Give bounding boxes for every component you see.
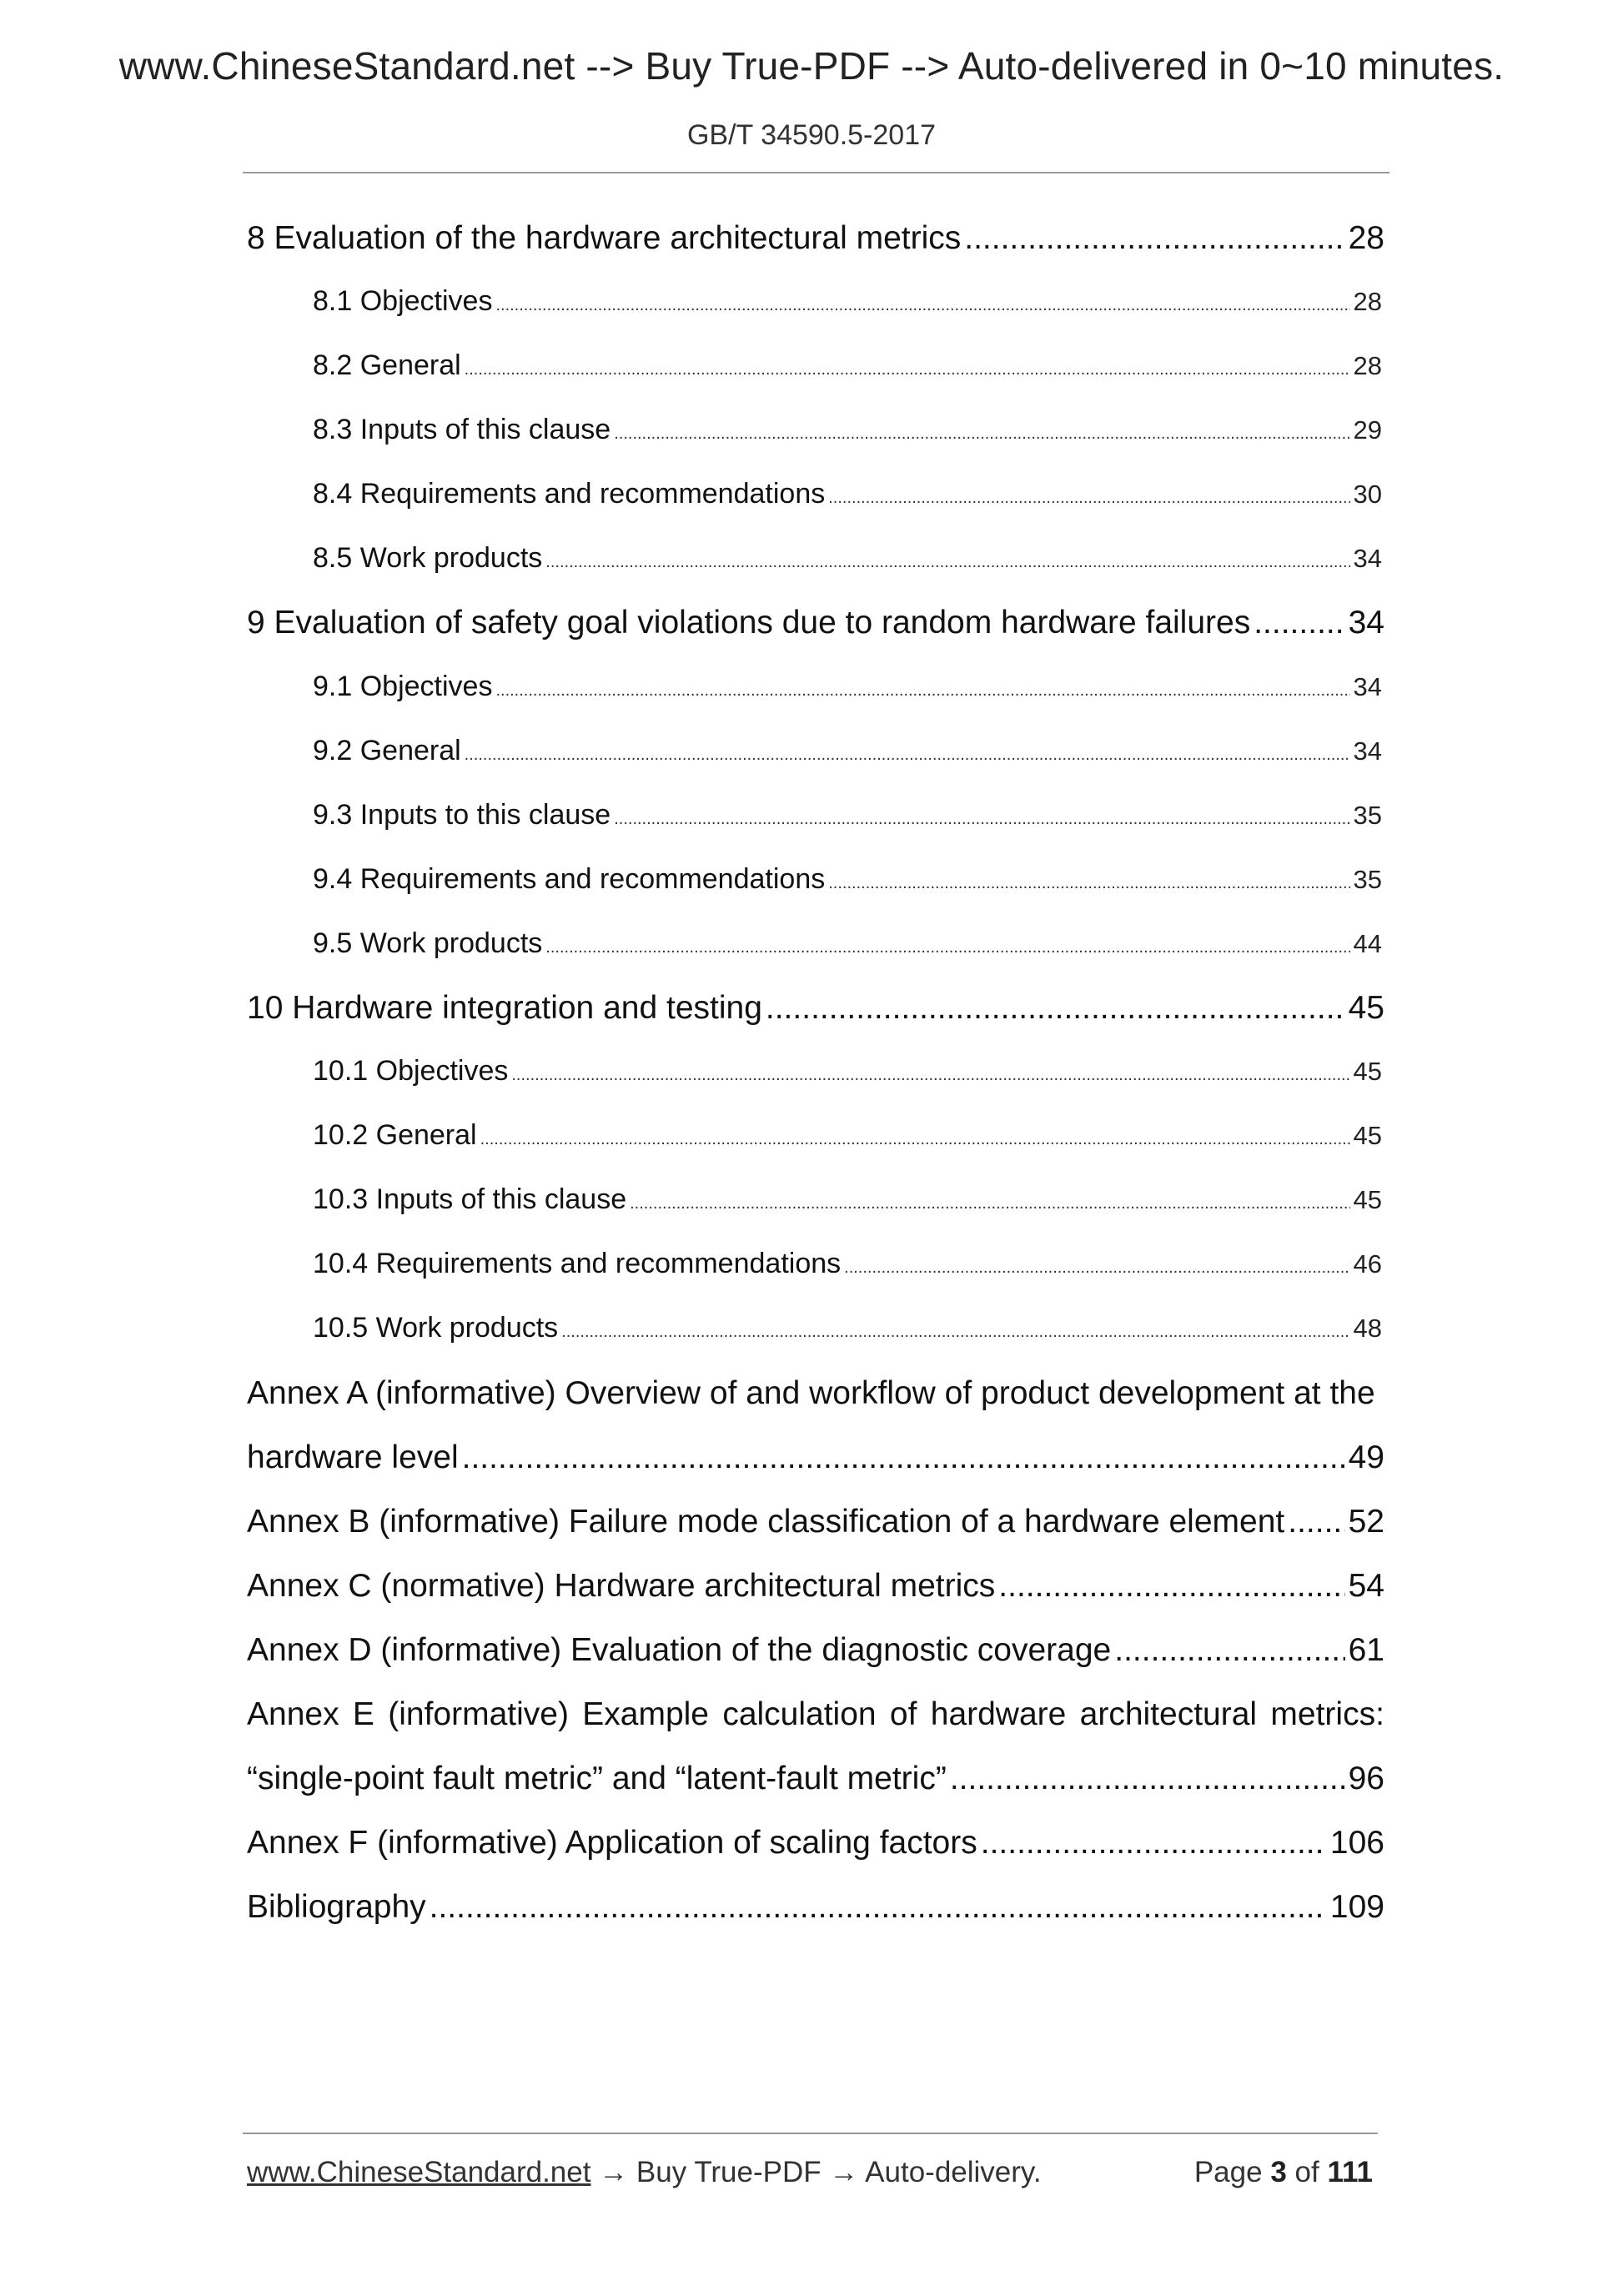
toc-entry-title: 8.5 Work products bbox=[313, 542, 543, 574]
toc-entry-annex-b[interactable] bbox=[247, 1504, 1384, 1540]
toc-entry-page: 30 bbox=[1353, 480, 1382, 509]
word: Example bbox=[582, 1696, 709, 1732]
toc-entry-page: 54 bbox=[1348, 1568, 1384, 1604]
toc-entry-10-3[interactable] bbox=[313, 1183, 1382, 1216]
toc-entry-page: 28 bbox=[1353, 351, 1382, 380]
toc-entry-annex-c[interactable] bbox=[247, 1568, 1384, 1605]
dot-leader bbox=[480, 1130, 1350, 1149]
standard-id: GB/T 34590.5-2017 bbox=[686, 119, 937, 151]
dot-leader bbox=[1254, 605, 1344, 641]
footer-link[interactable]: www.ChineseStandard.net bbox=[247, 2156, 591, 2188]
toc-entry-10-1[interactable] bbox=[313, 1055, 1382, 1088]
toc-entry-10[interactable] bbox=[247, 990, 1384, 1027]
dot-leader bbox=[828, 489, 1349, 508]
page-footer bbox=[247, 2156, 1373, 2189]
dot-leader bbox=[1288, 1504, 1344, 1540]
toc-entry-title: Annex C (normative) Hardware architectural metrics bbox=[247, 1568, 996, 1604]
word: calculation bbox=[722, 1696, 877, 1732]
toc-entry-title: 8.3 Inputs of this clause bbox=[313, 414, 611, 445]
toc-entry-title: Annex D (informative) Evaluation of the diagnostic coverage bbox=[247, 1632, 1112, 1668]
toc-entry-title: Annex B (informative) Failure mode classification of a hardware element bbox=[247, 1504, 1285, 1540]
toc-entry-page: 34 bbox=[1353, 736, 1382, 766]
toc-entry-8-1[interactable] bbox=[313, 285, 1382, 318]
word: metrics: bbox=[1270, 1696, 1384, 1732]
toc-entry-8-5[interactable] bbox=[313, 542, 1382, 575]
toc-entry-title: Annex F (informative) Application of scaling factors bbox=[247, 1825, 977, 1861]
toc-entry-page: 49 bbox=[1348, 1439, 1384, 1475]
toc-entry-page: 109 bbox=[1329, 1889, 1384, 1925]
dot-leader bbox=[495, 681, 1349, 701]
word: E bbox=[352, 1696, 374, 1732]
toc-entry-page: 34 bbox=[1353, 672, 1382, 701]
dot-leader bbox=[614, 425, 1349, 444]
toc-entry-title: “single-point fault metric” and “latent-fault metric” bbox=[247, 1761, 947, 1796]
toc-entry-page: 52 bbox=[1348, 1504, 1384, 1540]
dot-leader bbox=[828, 874, 1349, 893]
toc-entry-title: hardware level bbox=[247, 1439, 459, 1475]
toc-entry-page: 45 bbox=[1353, 1185, 1382, 1214]
toc-entry-8-3[interactable] bbox=[313, 414, 1382, 446]
word: hardware bbox=[930, 1696, 1067, 1732]
toc-entry-9-2[interactable] bbox=[313, 735, 1382, 767]
toc-entry-9-4[interactable] bbox=[313, 863, 1382, 896]
toc-entry-title: 9 Evaluation of safety goal violations due to random hardware failures bbox=[247, 605, 1251, 641]
toc-entry-annex-e-line1[interactable] bbox=[247, 1696, 1384, 1733]
toc-entry-title: 8.4 Requirements and recommendations bbox=[313, 478, 826, 510]
toc-entry-title: 10.4 Requirements and recommendations bbox=[313, 1248, 842, 1279]
dot-leader bbox=[630, 1194, 1349, 1213]
footer-tagline: → Buy True-PDF → Auto-delivery. bbox=[590, 2156, 1042, 2188]
dot-leader bbox=[844, 1259, 1349, 1278]
toc-entry-title: 9.5 Work products bbox=[313, 927, 543, 959]
toc-entry-9-3[interactable] bbox=[313, 799, 1382, 831]
dot-leader bbox=[614, 810, 1349, 829]
toc-entry-page: 28 bbox=[1348, 220, 1384, 256]
toc-entry-9[interactable] bbox=[247, 605, 1384, 641]
toc-entry-page: 48 bbox=[1353, 1314, 1382, 1343]
toc-entry-bibliography[interactable] bbox=[247, 1889, 1384, 1926]
toc-entry-8-2[interactable] bbox=[313, 349, 1382, 382]
dot-leader bbox=[430, 1889, 1327, 1926]
toc-entry-title: Bibliography bbox=[247, 1889, 426, 1925]
toc-entry-annex-d[interactable] bbox=[247, 1632, 1384, 1669]
toc-entry-title: 8.2 General bbox=[313, 349, 461, 381]
toc-entry-8-4[interactable] bbox=[313, 478, 1382, 510]
page-label: Page bbox=[1193, 2156, 1263, 2188]
word: (informative) bbox=[388, 1696, 569, 1732]
page-indicator bbox=[1194, 2156, 1373, 2189]
toc-entry-page: 96 bbox=[1348, 1761, 1384, 1796]
toc-entry-title: 10.2 General bbox=[313, 1119, 477, 1151]
toc-entry-page: 44 bbox=[1353, 929, 1382, 958]
banner-text: www.ChineseStandard.net --> Buy True-PDF --> Auto-delivered in 0~10 minutes. bbox=[118, 44, 1505, 88]
dot-leader bbox=[495, 296, 1349, 315]
toc-entry-page: 29 bbox=[1353, 415, 1382, 445]
toc-entry-page: 46 bbox=[1353, 1249, 1382, 1279]
toc-entry-10-4[interactable] bbox=[313, 1248, 1382, 1280]
dot-leader bbox=[998, 1568, 1344, 1605]
dot-leader bbox=[545, 938, 1349, 957]
toc-entry-title: 8.1 Objectives bbox=[313, 285, 493, 317]
toc-entry-title: 10.5 Work products bbox=[313, 1312, 559, 1344]
toc-entry-title: 9.1 Objectives bbox=[313, 671, 493, 702]
dot-leader bbox=[766, 990, 1345, 1027]
word: architectural bbox=[1079, 1696, 1258, 1732]
toc-entry-annex-f[interactable] bbox=[247, 1825, 1384, 1861]
page-number: 3 bbox=[1270, 2156, 1287, 2188]
toc-entry-title: 9.4 Requirements and recommendations bbox=[313, 863, 826, 895]
toc-entry-annex-a[interactable] bbox=[247, 1439, 1384, 1476]
toc-entry-10-5[interactable] bbox=[313, 1312, 1382, 1344]
toc-entry-9-1[interactable] bbox=[313, 671, 1382, 703]
dot-leader bbox=[511, 1066, 1349, 1085]
toc-entry-page: 35 bbox=[1353, 865, 1382, 894]
dot-leader bbox=[1114, 1632, 1344, 1669]
toc-entry-page: 34 bbox=[1348, 605, 1384, 641]
toc-entry-title: 10.3 Inputs of this clause bbox=[313, 1183, 627, 1215]
toc-entry-title: 10 Hardware integration and testing bbox=[247, 990, 762, 1026]
toc-entry-title: 8 Evaluation of the hardware architectural metrics bbox=[247, 220, 962, 256]
toc-entry-8[interactable] bbox=[247, 220, 1384, 257]
dot-leader bbox=[545, 553, 1349, 572]
dot-leader bbox=[465, 746, 1350, 765]
toc-entry-page: 106 bbox=[1329, 1825, 1384, 1861]
footer-divider bbox=[243, 2133, 1378, 2134]
toc-entry-page: 45 bbox=[1353, 1121, 1382, 1150]
dot-leader bbox=[561, 1323, 1349, 1342]
toc-entry-title: 9.2 General bbox=[313, 735, 461, 766]
toc-entry-annex-e[interactable] bbox=[247, 1761, 1384, 1797]
dot-leader bbox=[950, 1761, 1345, 1797]
word: of bbox=[889, 1696, 917, 1732]
toc-entry-page: 34 bbox=[1353, 544, 1382, 573]
toc-entry-9-5[interactable] bbox=[313, 927, 1382, 960]
toc-entry-10-2[interactable] bbox=[313, 1119, 1382, 1152]
dot-leader bbox=[462, 1439, 1345, 1476]
total-pages: 111 bbox=[1327, 2156, 1373, 2188]
dot-leader bbox=[465, 360, 1350, 379]
toc-entry-annex-a-line1[interactable]: Annex A (informative) Overview of and workflow of product development at the bbox=[247, 1375, 1375, 1411]
toc-entry-title: 10.1 Objectives bbox=[313, 1055, 509, 1087]
word: Annex bbox=[247, 1696, 339, 1732]
toc-entry-page: 61 bbox=[1348, 1632, 1384, 1668]
toc-entry-page: 28 bbox=[1353, 287, 1382, 316]
dot-leader bbox=[964, 220, 1344, 257]
toc-entry-page: 45 bbox=[1353, 1057, 1382, 1086]
dot-leader bbox=[981, 1825, 1327, 1861]
of-label: of bbox=[1294, 2156, 1319, 2188]
toc-entry-page: 35 bbox=[1353, 801, 1382, 830]
toc-entry-page: 45 bbox=[1348, 990, 1384, 1026]
toc-entry-title: 9.3 Inputs to this clause bbox=[313, 799, 611, 831]
